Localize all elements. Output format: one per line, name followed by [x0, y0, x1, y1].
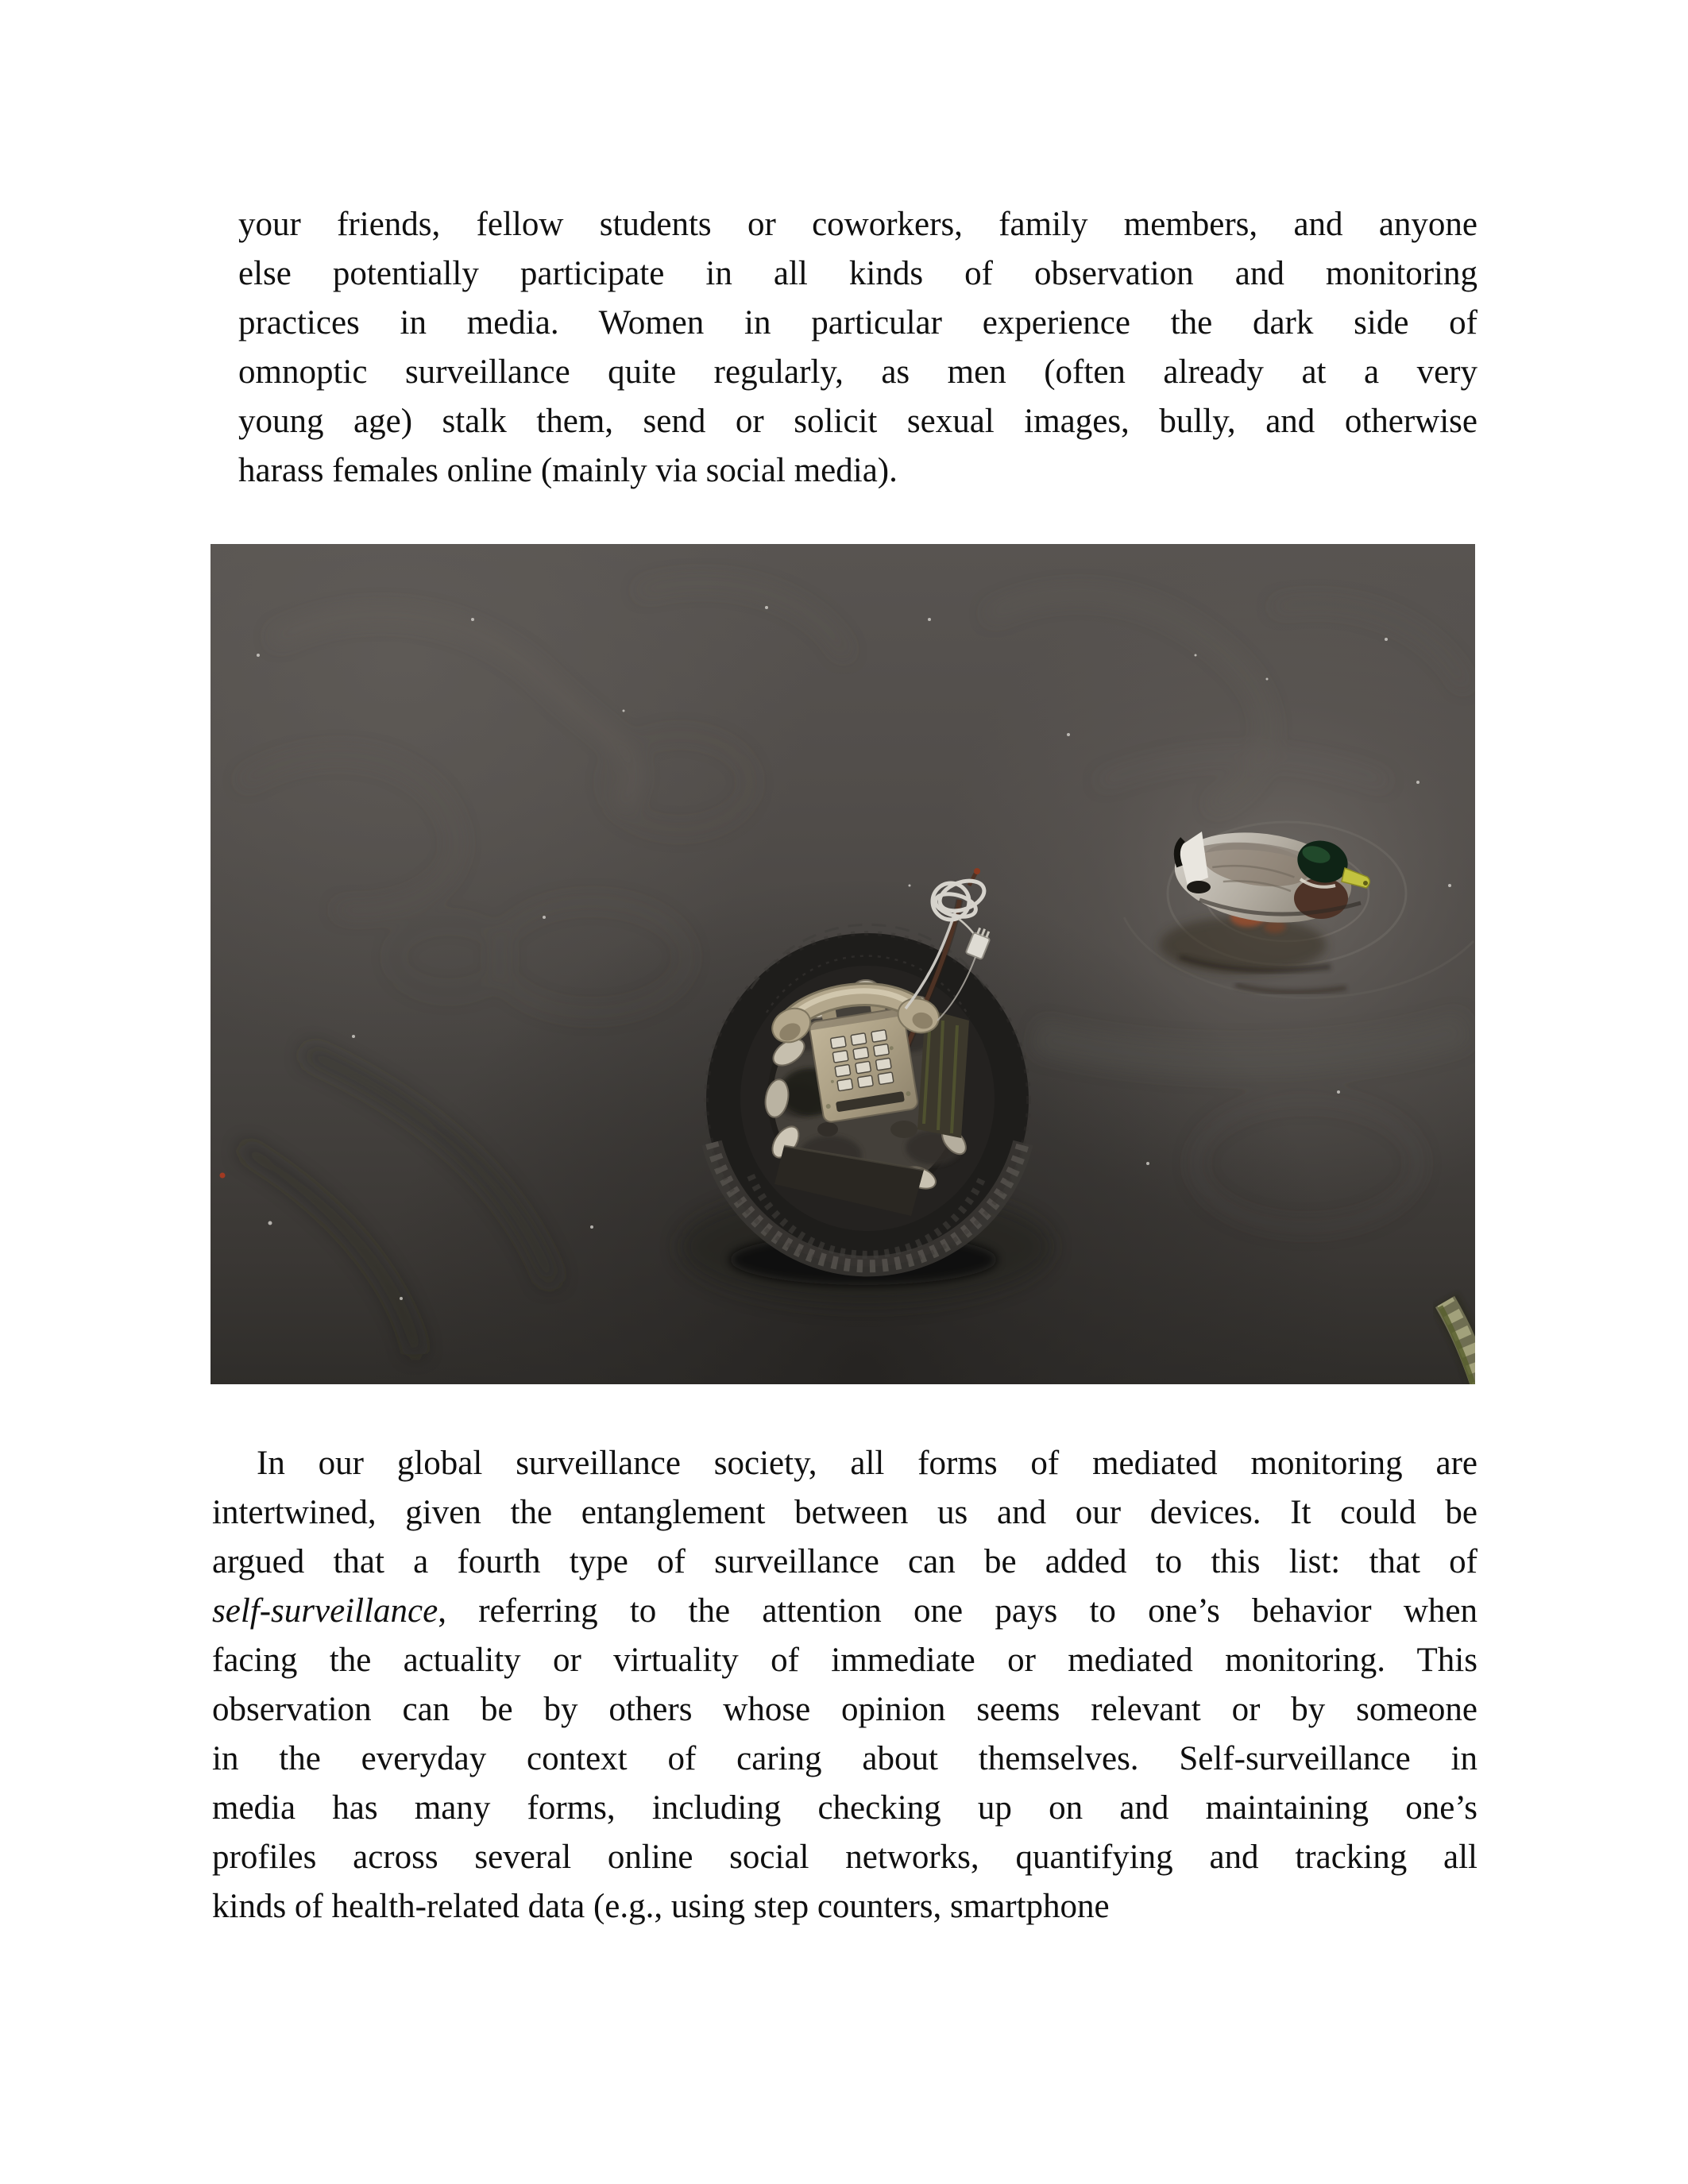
text-line: kinds of health-related data (e.g., using step counters, smartphone: [212, 1888, 1110, 1925]
text-line: In our global surveillance society, all forms of mediated monitoring are: [257, 1445, 1477, 1482]
figure-photo: [211, 544, 1475, 1384]
text-line: harass females online (mainly via social media).: [238, 452, 898, 489]
paragraph-bottom: [212, 1439, 1477, 1931]
text-line: omnoptic surveillance quite regularly, as men (often already at a very: [238, 353, 1477, 391]
photo-floating-tire-telephone-duck: [211, 544, 1475, 1384]
text-line: argued that a fourth type of surveillance can be added to this list: that of: [212, 1543, 1477, 1580]
text-line: facing the actuality or virtuality of immediate or mediated monitoring. This: [212, 1642, 1477, 1679]
text-line: your friends, fellow students or coworkers, family members, and anyone: [238, 206, 1477, 243]
text-line: intertwined, given the entanglement between us and our devices. It could be: [212, 1494, 1477, 1531]
text-line: profiles across several online social networks, quantifying and tracking all: [212, 1839, 1477, 1876]
text-line: media has many forms, including checking up on and maintaining one’s: [212, 1789, 1477, 1827]
text-line: observation can be by others whose opinion seems relevant or by someone: [212, 1691, 1477, 1728]
text-line: young age) stalk them, send or solicit sexual images, bully, and otherwise: [238, 403, 1477, 440]
text-line: self-surveillance, referring to the attention one pays to one’s behavior when: [212, 1592, 1477, 1630]
text-line: in the everyday context of caring about themselves. Self-surveillance in: [212, 1740, 1477, 1777]
text-line: else potentially participate in all kinds of observation and monitoring: [238, 255, 1477, 292]
text-line: practices in media. Women in particular experience the dark side of: [238, 304, 1477, 341]
paragraph-top: [238, 200, 1477, 496]
red-speck: [220, 1173, 226, 1179]
